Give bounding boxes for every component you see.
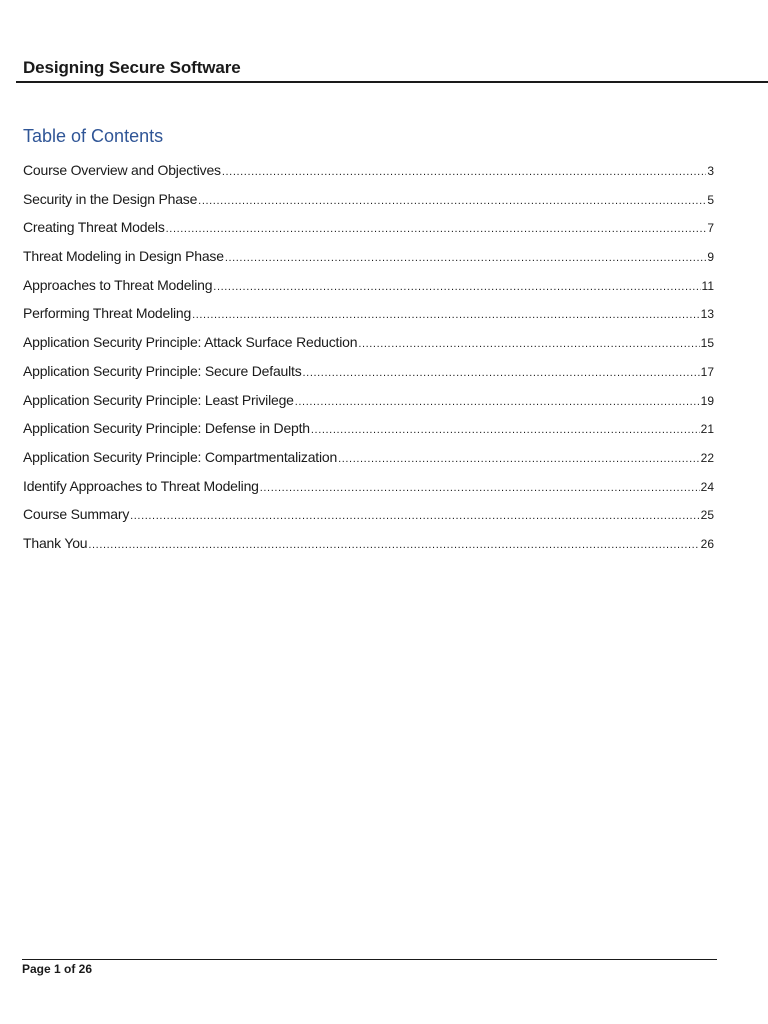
- toc-dot-leader: [303, 363, 700, 383]
- toc-entry-title: Course Overview and Objectives: [23, 162, 221, 178]
- toc-dot-leader: [213, 277, 700, 297]
- toc-entry[interactable]: [23, 361, 714, 390]
- toc-entry[interactable]: [23, 303, 714, 332]
- toc-dot-leader: [295, 392, 700, 412]
- toc-entry-page: 7: [707, 221, 714, 236]
- toc-entry-title: Course Summary: [23, 506, 130, 523]
- toc-dot-leader: [222, 162, 706, 182]
- toc-entry-page: 24: [700, 479, 714, 494]
- toc-entry[interactable]: [23, 533, 714, 562]
- toc-entry-title: Application Security Principle: Defense in Depth: [23, 420, 310, 437]
- toc-entry-title: Application Security Principle: Least Privilege: [23, 391, 294, 408]
- toc-entry[interactable]: [23, 447, 714, 476]
- document-title: Designing Secure Software: [23, 58, 241, 77]
- toc-entry[interactable]: [23, 246, 714, 275]
- toc-entry-page: 21: [700, 422, 714, 437]
- toc-entry-page: 11: [701, 278, 714, 293]
- toc-entry-page: 26: [700, 536, 714, 551]
- toc-dot-leader: [260, 478, 700, 498]
- toc-entry-title: Application Security Principle: Compartmentalization: [23, 448, 338, 465]
- toc-entry-page: 5: [707, 192, 714, 207]
- toc-dot-leader: [338, 449, 700, 469]
- toc-dot-leader: [192, 305, 700, 325]
- toc-heading: Table of Contents: [23, 126, 164, 146]
- toc-dot-leader: [358, 334, 699, 354]
- toc-entry-page: 3: [707, 164, 714, 178]
- toc-entry[interactable]: [23, 332, 714, 361]
- toc-entry-title: Thank You: [23, 534, 88, 551]
- toc-entry-page: 13: [700, 307, 714, 322]
- toc-entry[interactable]: [23, 217, 714, 246]
- toc-dot-leader: [198, 191, 706, 211]
- toc-entry-title: Performing Threat Modeling: [23, 305, 192, 322]
- toc-entry-page: 17: [700, 364, 714, 379]
- toc-entry-title: Identify Approaches to Threat Modeling: [23, 477, 259, 494]
- toc-dot-leader: [225, 248, 707, 268]
- toc-entry[interactable]: [23, 160, 714, 189]
- toc-list: [23, 160, 714, 562]
- toc-entry-page: 9: [707, 250, 714, 265]
- toc-dot-leader: [130, 506, 700, 526]
- toc-dot-leader: [311, 420, 700, 440]
- toc-dot-leader: [88, 535, 699, 555]
- toc-entry-title: Approaches to Threat Modeling: [23, 276, 213, 293]
- toc-entry-page: 15: [700, 336, 714, 351]
- toc-entry-title: Application Security Principle: Attack Surface Reduction: [23, 334, 358, 351]
- toc-entry-page: 22: [700, 450, 714, 465]
- toc-entry[interactable]: [23, 418, 714, 447]
- page-footer: [22, 959, 717, 976]
- toc-entry[interactable]: [23, 390, 714, 419]
- document-header: [16, 54, 768, 83]
- toc-entry[interactable]: [23, 476, 714, 505]
- toc-entry-title: Creating Threat Models: [23, 219, 165, 236]
- toc-entry-title: Application Security Principle: Secure Defaults: [23, 362, 302, 379]
- toc-entry-title: Security in the Design Phase: [23, 190, 198, 207]
- toc-entry[interactable]: [23, 275, 714, 304]
- toc-entry[interactable]: [23, 504, 714, 533]
- page-indicator: Page 1 of 26: [22, 962, 93, 976]
- toc-entry[interactable]: [23, 189, 714, 218]
- toc-entry-page: 19: [700, 393, 714, 408]
- toc-entry-title: Threat Modeling in Design Phase: [23, 248, 224, 265]
- toc-dot-leader: [166, 219, 707, 239]
- toc-entry-page: 25: [700, 508, 714, 523]
